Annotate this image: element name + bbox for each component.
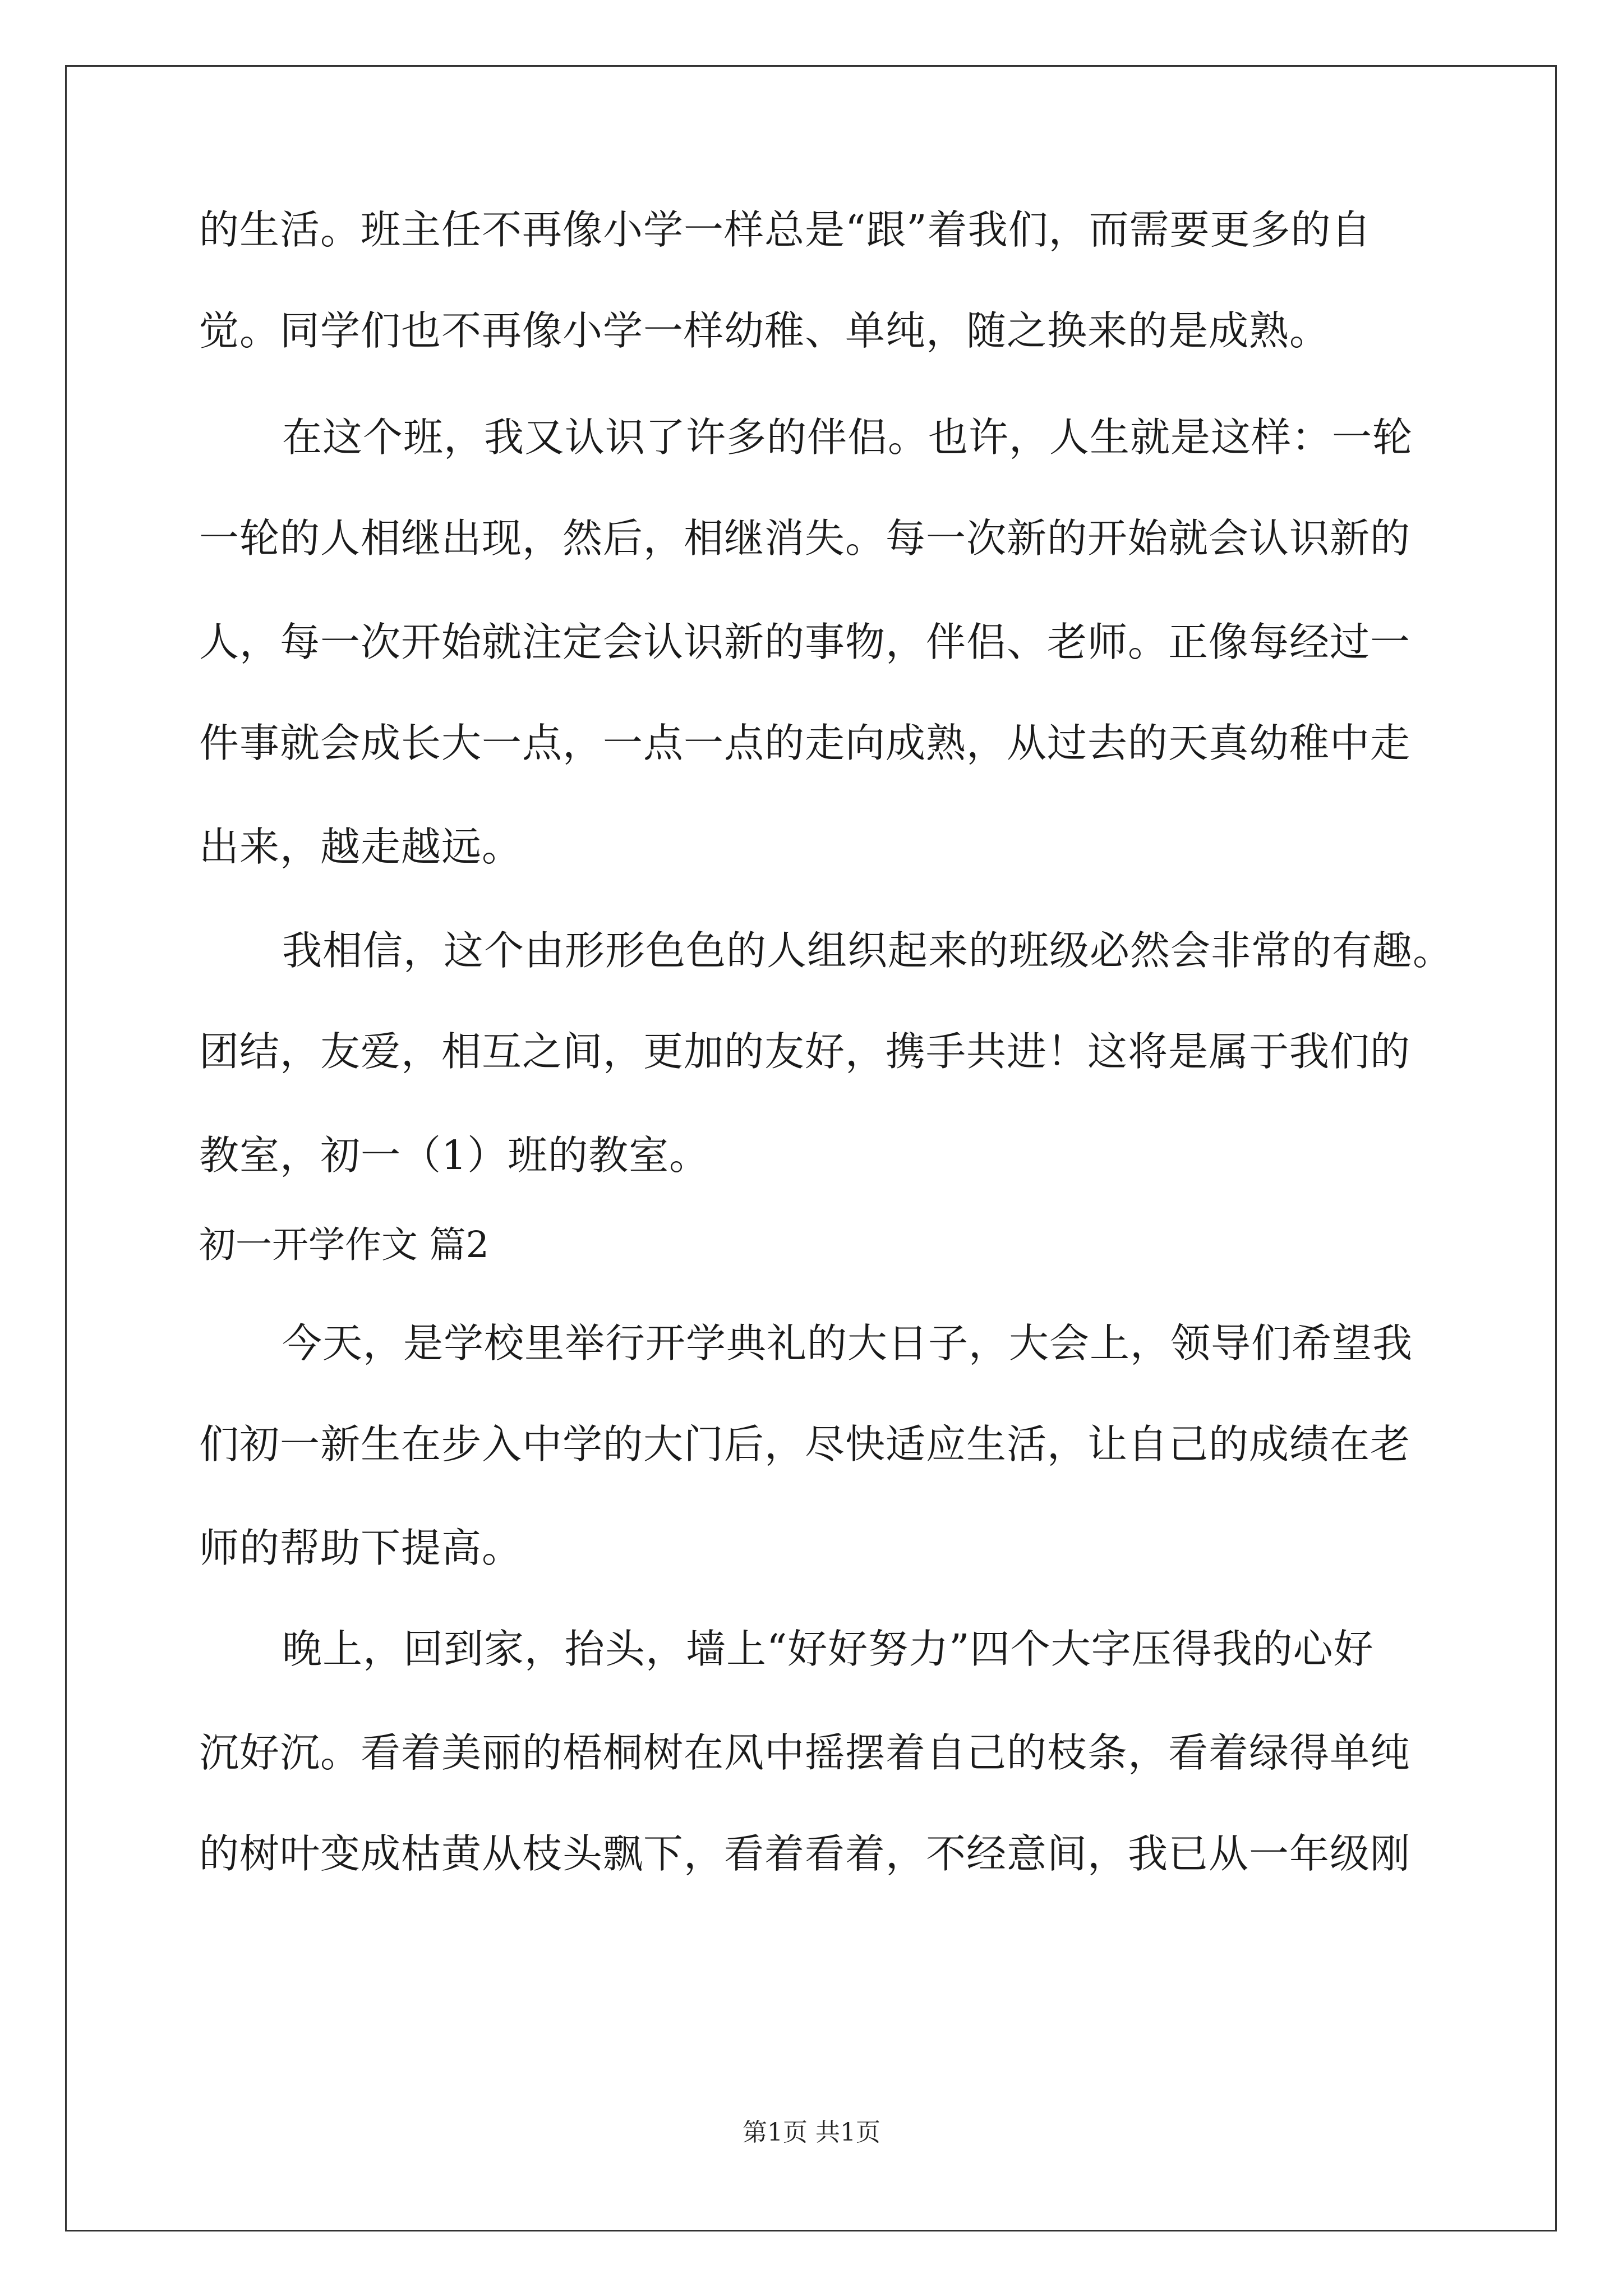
paragraph-line: 教室，初一（1）班的教室。 (199, 1132, 710, 1179)
paragraph-line: 今天，是学校里举行开学典礼的大日子，大会上，领导们希望我 (282, 1320, 1413, 1366)
paragraph-line: 师的帮助下提高。 (199, 1525, 523, 1571)
paragraph-line: 一轮的人相继出现，然后，相继消失。每一次新的开始就会认识新的 (199, 515, 1411, 562)
paragraph-line: 出来，越走越远。 (199, 823, 523, 870)
paragraph-line: 们初一新生在步入中学的大门后，尽快适应生活，让自己的成绩在老 (199, 1421, 1411, 1467)
paragraph-line: 的树叶变成枯黄从枝头飘下，看着看着，不经意间，我已从一年级刚 (199, 1830, 1411, 1877)
section-heading: 初一开学作文 篇2 (199, 1224, 490, 1266)
paragraph-line: 我相信，这个由形形色色的人组织起来的班级必然会非常的有趣。 (282, 927, 1454, 974)
paragraph-line: 团结，友爱，相互之间，更加的友好，携手共进！这将是属于我们的 (199, 1028, 1411, 1075)
paragraph-line: 觉。同学们也不再像小学一样幼稚、单纯，随之换来的是成熟。 (199, 307, 1330, 354)
paragraph-line: 在这个班，我又认识了许多的伴侣。也许，人生就是这样：一轮 (282, 414, 1413, 461)
page-number-footer: 第1页 共1页 (743, 2118, 880, 2147)
paragraph-line: 的生活。班主任不再像小学一样总是“跟”着我们，而需要更多的自 (199, 206, 1372, 253)
paragraph-line: 人，每一次开始就注定会认识新的事物，伴侣、老师。正像每经过一 (199, 619, 1411, 665)
paragraph-line: 件事就会成长大一点，一点一点的走向成熟，从过去的天真幼稚中走 (199, 720, 1411, 766)
paragraph-line: 晚上，回到家，抬头，墙上“好好努力”四个大字压得我的心好 (282, 1626, 1374, 1672)
paragraph-line: 沉好沉。看着美丽的梧桐树在风中摇摆着自己的枝条，看着绿得单纯 (199, 1729, 1411, 1776)
